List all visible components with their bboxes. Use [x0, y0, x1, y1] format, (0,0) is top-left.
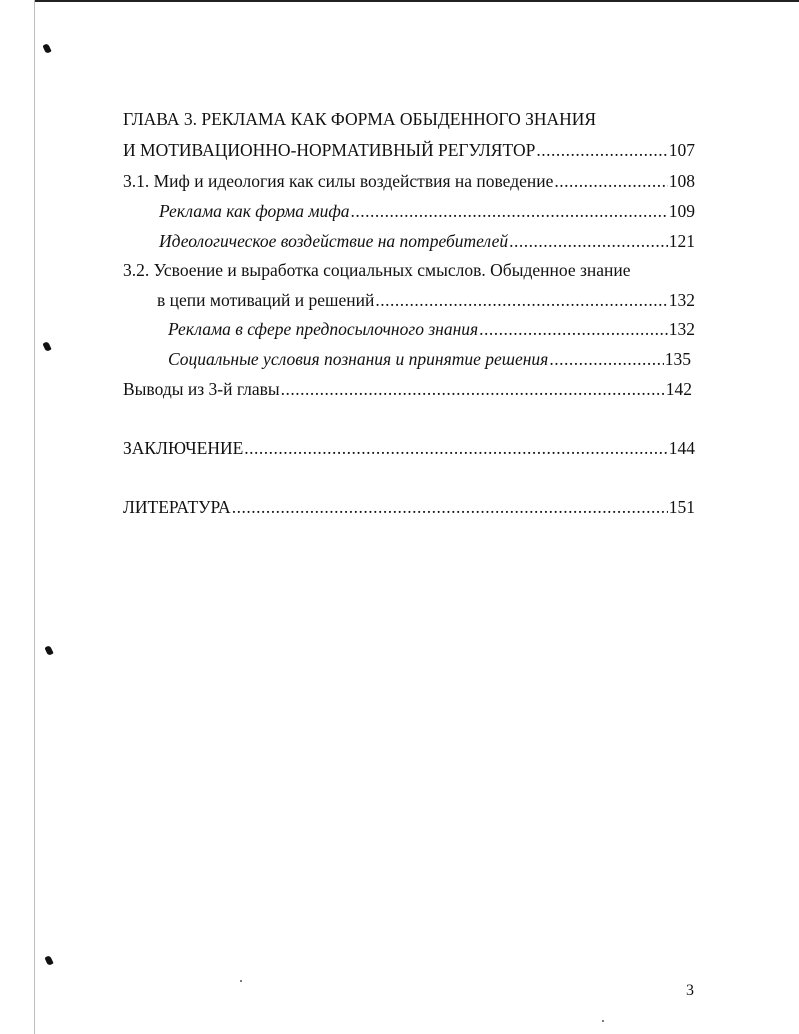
toc-leader-dots	[232, 496, 668, 518]
toc-entry-title: Идеологическое воздействие на потребителей	[159, 231, 509, 251]
scan-margin-mark	[44, 645, 53, 656]
toc-leader-dots	[479, 318, 668, 340]
scan-speck	[240, 980, 242, 982]
toc-entry-title: Реклама в сфере предпосылочного знания	[168, 319, 479, 339]
toc-entry-section-3-1[interactable]	[123, 170, 695, 192]
toc-entry-title: ЛИТЕРАТУРА	[123, 497, 231, 517]
toc-entry-title: в цепи мотиваций и решений	[157, 290, 375, 310]
toc-leader-dots	[554, 170, 667, 192]
scan-left-edge-line	[34, 0, 35, 1034]
toc-entry-title: Реклама как форма мифа	[159, 201, 350, 221]
toc-section-3-2-title-line1: 3.2. Усвоение и выработка социальных смыслов. Обыденное знание	[123, 260, 631, 280]
toc-entry-subsection-ideological-influence[interactable]	[159, 230, 695, 252]
toc-leader-dots	[509, 230, 668, 252]
toc-page-number: 142	[665, 379, 692, 399]
toc-page-number: 132	[668, 290, 695, 310]
toc-entry-subsection-social-conditions[interactable]	[168, 348, 691, 370]
toc-entry-chapter3[interactable]	[123, 139, 695, 161]
toc-entry-title: Выводы из 3-й главы	[123, 379, 280, 399]
scan-margin-mark	[42, 43, 51, 54]
toc-page-number: 109	[668, 201, 695, 221]
toc-leader-dots	[536, 139, 667, 161]
toc-entry-title: 3.1. Миф и идеология как силы воздействия на поведение	[123, 171, 554, 191]
toc-entry-conclusion[interactable]	[123, 437, 695, 459]
toc-leader-dots	[375, 289, 667, 311]
toc-entry-literature[interactable]	[123, 496, 695, 518]
toc-entry-title: И МОТИВАЦИОННО-НОРМАТИВНЫЙ РЕГУЛЯТОР	[123, 140, 536, 160]
toc-entry-subsection-presuppositional-knowledge[interactable]	[168, 318, 695, 340]
toc-leader-dots	[351, 200, 668, 222]
toc-entry-subsection-advertising-myth[interactable]	[159, 200, 695, 222]
scan-margin-mark	[44, 955, 53, 966]
toc-entry-chapter3-conclusions[interactable]	[123, 378, 692, 400]
toc-entry-section-3-2[interactable]	[157, 289, 695, 311]
toc-page-number: 121	[668, 231, 695, 251]
scan-margin-mark	[42, 341, 51, 352]
scan-top-border	[34, 0, 799, 2]
toc-page-number: 108	[668, 171, 695, 191]
toc-leader-dots	[549, 348, 663, 370]
toc-page-number: 151	[668, 497, 695, 517]
toc-chapter3-heading-line1: ГЛАВА 3. РЕКЛАМА КАК ФОРМА ОБЫДЕННОГО ЗНАНИЯ	[123, 109, 597, 129]
toc-leader-dots	[244, 437, 667, 459]
toc-page-number: 132	[668, 319, 695, 339]
scan-speck	[602, 1020, 604, 1022]
toc-page-number: 144	[668, 438, 695, 458]
page-number: 3	[686, 982, 694, 999]
toc-page-number: 135	[664, 349, 691, 369]
toc-entry-title: Социальные условия познания и принятие решения	[168, 349, 549, 369]
toc-entry-title: ЗАКЛЮЧЕНИЕ	[123, 438, 244, 458]
toc-page-number: 107	[668, 140, 695, 160]
toc-leader-dots	[281, 378, 665, 400]
